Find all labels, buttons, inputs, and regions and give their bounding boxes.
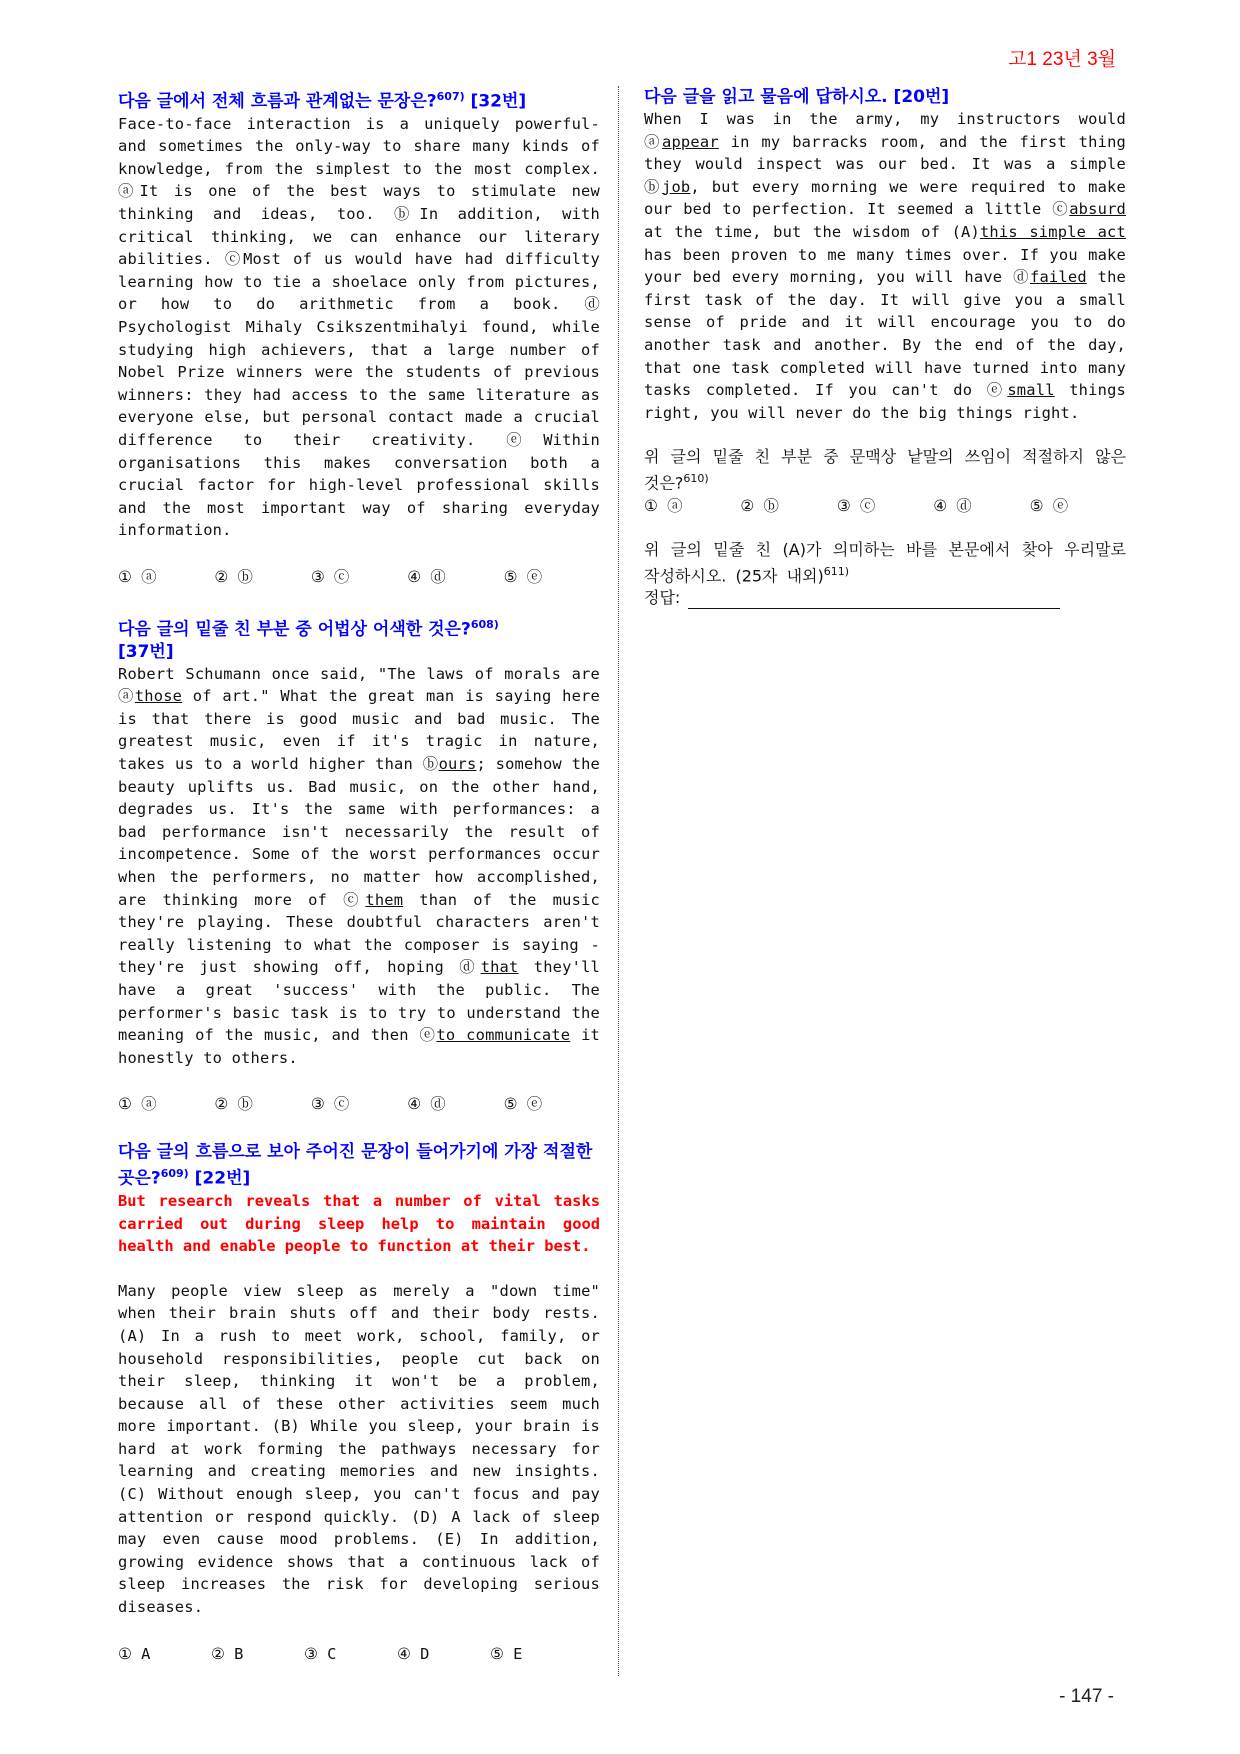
choice-1[interactable]: ① A [118, 1644, 151, 1663]
passage-text: than of the music they're playing. These doubtful characters aren't really listening to what the composer is saying - they're just showing off, hoping [118, 890, 600, 977]
right-column [644, 86, 1126, 609]
marker-d: ⓓ [459, 958, 481, 977]
choice-4[interactable]: ④ D [397, 1644, 430, 1663]
choice-5[interactable]: ⑤ ⓔ [503, 567, 543, 586]
question-title [118, 1141, 600, 1190]
page-number: - 147 - [1059, 1686, 1114, 1707]
choice-3[interactable]: ③ ⓒ [310, 1095, 350, 1114]
answer-label: 정답: [644, 587, 681, 607]
answer-field [644, 587, 1126, 609]
passage: Many people view sleep as merely a "down time" when their brain shuts off and their body rests. (A) In a rush to meet work, school, family, or household responsibilities, people cut back on their sleep, thinking it won't be a problem, because all of these other activities seem much more important. (B) While you sleep, your brain is hard at work forming the pathways necessary for learning and creating memories and new insights. (C) Without enough sleep, you can't focus and pay attention or respond quickly. (D) A lack of sleep may even cause mood problems. (E) In addition, growing evidence shows that a continuous lack of sleep increases the risk for developing serious diseases. [118, 1281, 600, 1617]
answer-choices [644, 495, 1126, 517]
answer-blank-input[interactable] [688, 592, 1060, 609]
marker-e: ⓔ [986, 381, 1008, 400]
passage-text: it honestly to others. [118, 1026, 600, 1067]
column-divider [618, 86, 619, 1676]
footnote-marker: 609) [160, 1167, 189, 1181]
question-title [118, 86, 600, 113]
question-title [118, 614, 600, 663]
underlined-d: failed [1030, 268, 1087, 287]
passage-sentence-d: ⓓ Psychologist Mihaly Csikszentmihalyi found, while studying high achievers, that a large number of Nobel Prize winners were the students of previous winners: they had access to the same literature as everyone else, but personal contact made a crucial difference to their creativity. [118, 295, 600, 449]
sub-question-text [644, 446, 1126, 494]
question-32 [118, 86, 600, 588]
underlined-b: ours [438, 754, 477, 773]
passage-sentence: Face-to-face interaction is a uniquely powerful-and sometimes the only-way to share many kinds of knowledge, from the simplest to the most complex. [118, 114, 600, 178]
marker-c: ⓒ [1052, 200, 1070, 219]
question-title-text: 다음 글의 흐름으로 보아 주어진 문장이 들어가기에 가장 적절한 곳은? [118, 1142, 593, 1189]
passage-text: at the time, but the wisdom of (A) [644, 222, 980, 241]
choice-3[interactable]: ③ ⓒ [310, 567, 350, 586]
sub-question-1 [644, 446, 1126, 516]
passage [118, 113, 600, 542]
choice-2[interactable]: ② ⓑ [740, 496, 779, 515]
footnote-marker: 608) [470, 617, 499, 631]
passage-sentence-c: ⓒMost of us would have had difficulty learning how to tie a shoelace only from pictures, or how to do arithmetic from a book. [118, 250, 600, 314]
choice-3[interactable]: ③ C [304, 1644, 337, 1663]
choice-3[interactable]: ③ ⓒ [836, 496, 876, 515]
underlined-c: them [365, 890, 404, 909]
marker-c: ⓒ [343, 890, 366, 909]
underlined-c: absurd [1069, 200, 1126, 219]
question-22 [118, 1141, 600, 1664]
passage-sentence-b: ⓑIn addition, with critical thinking, we can enhance our literary abilities. [118, 205, 600, 269]
underlined-e: to communicate [436, 1026, 571, 1045]
underlined-a: appear [661, 132, 719, 151]
choice-5[interactable]: ⑤ E [490, 1644, 523, 1663]
choice-2[interactable]: ② ⓑ [214, 567, 253, 586]
underlined-a: those [134, 687, 183, 706]
question-title-text: 다음 글의 밑줄 친 부분 중 어법상 어색한 것은? [118, 619, 471, 640]
underlined-b: job [661, 177, 691, 196]
underlined-e: small [1007, 381, 1055, 400]
passage-sentence-e: ⓔWithin organisations this makes conversation both a crucial factor for high-level professional skills and the most important way of sharing everyday information. [118, 430, 600, 540]
choice-4[interactable]: ④ ⓓ [407, 567, 446, 586]
question-number: [37번] [118, 641, 174, 662]
choice-5[interactable]: ⑤ ⓔ [1029, 496, 1069, 515]
question-20 [644, 86, 1126, 609]
passage-text: ; somehow the beauty uplifts us. Bad music, on the other hand, degrades us. It's the same with performances: a bad performance isn't necessarily the result of incompetence. Some of the worst performances occur when the performers, no matter how accomplished, are thinking more of [118, 754, 601, 909]
sub-question-text [644, 539, 1126, 587]
sub-question-2 [644, 539, 1126, 609]
question-title-text: 다음 글에서 전체 흐름과 관계없는 문장은? [118, 91, 437, 112]
passage-text: things right, you will never do the big things right. [644, 381, 1126, 422]
marker-a: ⓐ [644, 132, 662, 151]
underlined-d: that [480, 958, 519, 977]
passage-sentence-a: ⓐIt is one of the best ways to stimulate new thinking and ideas, too. [118, 182, 600, 224]
marker-b: ⓑ [422, 754, 439, 773]
question-number: [22번] [188, 1168, 251, 1189]
answer-choices [118, 1093, 600, 1115]
question-number: [20번] [887, 87, 950, 107]
question-title-text: 다음 글을 읽고 물음에 답하시오. [644, 87, 888, 107]
marker-d: ⓓ [1013, 268, 1030, 287]
choice-4[interactable]: ④ ⓓ [407, 1095, 446, 1114]
passage-text: the first task of the day. It will give you a small sense of pride and it will encourage you to do another task and another. By the end of the day, that one task completed will have turned into many tasks completed. If you can't do [644, 268, 1126, 400]
question-37 [118, 614, 600, 1115]
sub-question-prompt: 위 글의 밑줄 친 (A)가 의미하는 바를 본문에서 찾아 우리말로 작성하시오. (25자 내외) [644, 539, 1126, 585]
marker-a: ⓐ [118, 687, 135, 706]
passage-text: has been proven to me many times over. If you make your bed every morning, you will have [644, 245, 1126, 287]
footnote-marker: 607) [436, 90, 465, 103]
choice-1[interactable]: ① ⓐ [118, 1095, 157, 1114]
underlined-A: this simple act [979, 222, 1126, 241]
passage [118, 663, 600, 1070]
passage-text: When I was in the army, my instructors would [644, 110, 1126, 128]
answer-choices [118, 1643, 600, 1665]
marker-b: ⓑ [644, 177, 662, 196]
passage-text: they'll have a great 'success' with the public. The performer's basic task is to try to understand the meaning of the music, and then [118, 958, 600, 1045]
answer-choices [118, 566, 600, 588]
passage [644, 108, 1126, 424]
given-sentence: But research reveals that a number of vital tasks carried out during sleep help to maintain good health and enable people to function at their best. [118, 1191, 600, 1256]
left-column [118, 86, 600, 1665]
passage-text: , but every morning we were required to make our bed to perfection. It seemed a little [644, 177, 1126, 219]
choice-4[interactable]: ④ ⓓ [933, 496, 972, 515]
choice-1[interactable]: ① ⓐ [644, 496, 683, 515]
question-number: [32번] [464, 91, 527, 112]
footnote-marker: 610) [683, 472, 709, 486]
passage-text: Robert Schumann once said, "The laws of morals are [118, 664, 600, 683]
question-title [644, 86, 1126, 108]
choice-5[interactable]: ⑤ ⓔ [503, 1095, 543, 1114]
passage-text: of art." What the great man is saying here is that there is good music and bad music. The greatest music, even if it's tragic in nature, takes us to a world higher than [118, 687, 600, 773]
passage-text: in my barracks room, and the first thing they would inspect was our bed. It was a simple [644, 132, 1126, 174]
choice-1[interactable]: ① ⓐ [118, 567, 157, 586]
sub-question-prompt: 위 글의 밑줄 친 부분 중 문맥상 낱말의 쓰임이 적절하지 않은 것은? [644, 447, 1126, 493]
choice-2[interactable]: ② ⓑ [214, 1095, 253, 1114]
footnote-marker: 611) [823, 564, 850, 578]
marker-e: ⓔ [419, 1026, 437, 1045]
exam-header-label: 고1 23년 3월 [1008, 49, 1116, 70]
choice-2[interactable]: ② B [211, 1644, 244, 1663]
